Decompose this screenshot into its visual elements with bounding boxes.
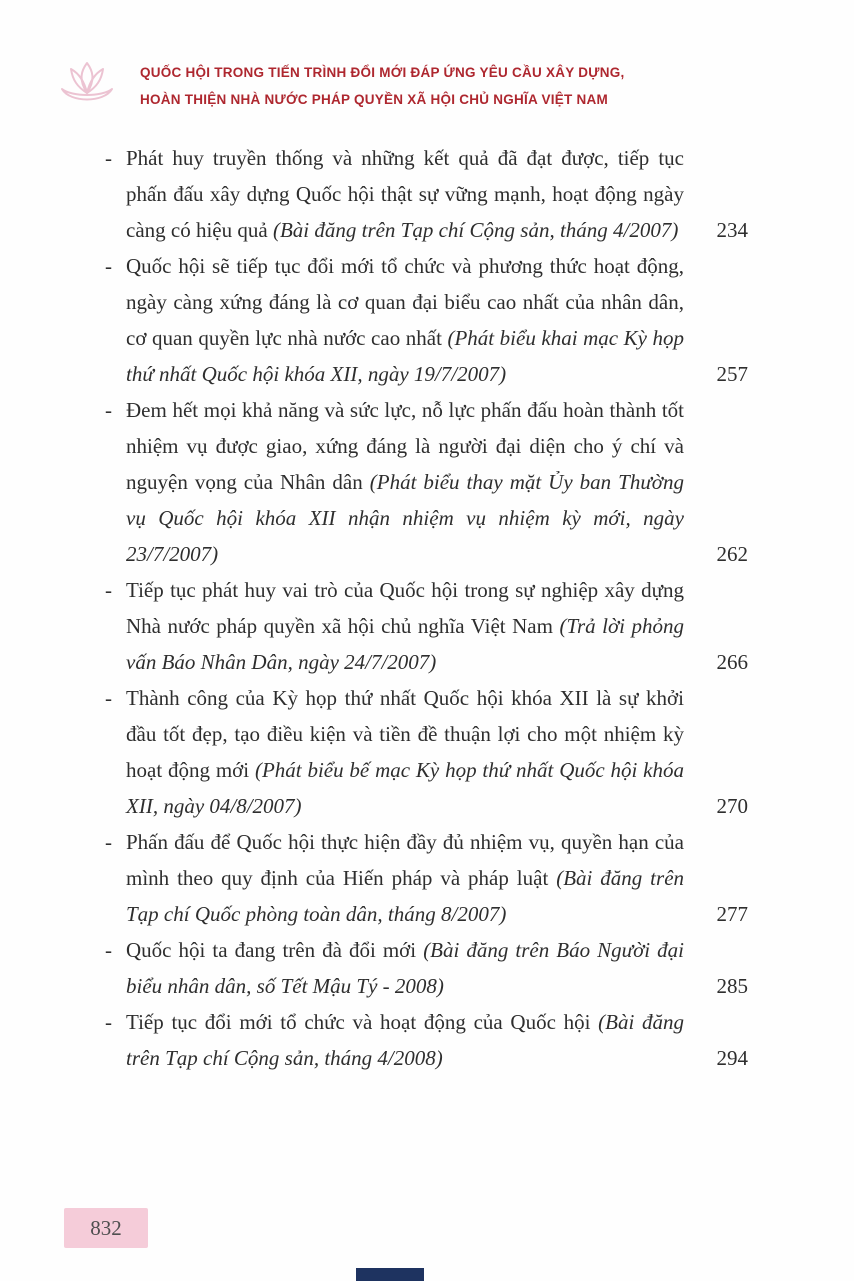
entry-title: Quốc hội ta đang trên đà đổi mới — [126, 938, 417, 962]
entry-source: (Bài đăng trên Tạp chí Cộng sản, tháng 4/2008) — [126, 1010, 685, 1070]
entry-source: (Phát biểu thay mặt Ủy ban Thường vụ Quốc hội khóa XII nhận nhiệm vụ nhiệm kỳ mới, ngày 23/7/2007) — [126, 470, 684, 566]
entry-page-number: 294 — [716, 1046, 748, 1070]
entry-page-number: 277 — [716, 902, 748, 926]
lotus-icon — [56, 58, 118, 114]
toc-entry — [104, 140, 748, 248]
page-header — [0, 0, 854, 114]
entry-source: (Bài đăng trên Tạp chí Cộng sản, tháng 4/2007) — [272, 218, 679, 242]
entry-page-number: 262 — [716, 542, 748, 566]
toc-entry — [104, 1004, 748, 1076]
entry-dash: - — [105, 938, 112, 962]
page-number: 832 — [90, 1215, 122, 1240]
entry-page-number: 270 — [716, 794, 748, 818]
entry-title: Phấn đấu để Quốc hội thực hiện đầy đủ nhiệm vụ, quyền hạn của mình theo quy định của Hiến pháp và pháp luật — [126, 830, 684, 890]
entry-title: Tiếp tục phát huy vai trò của Quốc hội trong sự nghiệp xây dựng Nhà nước pháp quyền xã hội chủ nghĩa Việt Nam — [126, 578, 684, 638]
running-title-line1: QUỐC HỘI TRONG TIẾN TRÌNH ĐỔI MỚI ĐÁP ỨNG YÊU CẦU XÂY DỰNG, — [140, 65, 625, 80]
toc-entry — [104, 824, 748, 932]
entry-title: Phát huy truyền thống và những kết quả đã đạt được, tiếp tục phấn đấu xây dựng Quốc hội thật sự vững mạnh, hoạt động ngày càng có hiệu quả — [126, 146, 684, 242]
page-bottom-mark — [356, 1268, 424, 1281]
entry-dash: - — [105, 254, 112, 278]
entry-title: Thành công của Kỳ họp thứ nhất Quốc hội khóa XII là sự khởi đầu tốt đẹp, tạo điều kiện và tiền đề thuận lợi cho một nhiệm kỳ hoạt động mới — [126, 686, 684, 782]
entry-dash: - — [105, 830, 112, 854]
entry-source: (Phát biểu bế mạc Kỳ họp thứ nhất Quốc hội khóa XII, ngày 04/8/2007) — [126, 758, 685, 818]
entry-dash: - — [105, 578, 112, 602]
entry-title: Quốc hội sẽ tiếp tục đổi mới tổ chức và phương thức hoạt động, ngày càng xứng đáng là cơ quan đại biểu cao nhất của nhân dân, cơ quan quyền lực nhà nước cao nhất — [126, 254, 684, 350]
running-title — [140, 59, 624, 113]
entry-page-number: 285 — [716, 974, 748, 998]
entry-page-number: 234 — [716, 218, 748, 242]
toc-entry — [104, 932, 748, 1004]
page-number-badge — [64, 1208, 148, 1248]
entry-dash: - — [105, 1010, 112, 1034]
entry-source: (Bài đăng trên Tạp chí Quốc phòng toàn dân, tháng 8/2007) — [126, 866, 685, 926]
entry-source: (Trả lời phỏng vấn Báo Nhân Dân, ngày 24/7/2007) — [126, 614, 685, 674]
toc-entry — [104, 392, 748, 572]
entry-title: Đem hết mọi khả năng và sức lực, nỗ lực phấn đấu hoàn thành tốt nhiệm vụ được giao, xứng đáng là người đại diện cho ý chí và nguyện vọng của Nhân dân — [126, 398, 684, 494]
entry-page-number: 266 — [716, 650, 748, 674]
entry-source: (Bài đăng trên Báo Người đại biểu nhân dân, số Tết Mậu Tý - 2008) — [126, 938, 685, 998]
entry-dash: - — [105, 146, 112, 170]
toc-entry — [104, 680, 748, 824]
entry-title: Tiếp tục đổi mới tổ chức và hoạt động của Quốc hội — [126, 1010, 591, 1034]
entry-dash: - — [105, 398, 112, 422]
entry-page-number: 257 — [716, 362, 748, 386]
toc-list — [104, 140, 748, 1076]
toc-entry — [104, 572, 748, 680]
running-title-line2: HOÀN THIỆN NHÀ NƯỚC PHÁP QUYỀN XÃ HỘI CHỦ NGHĨA VIỆT NAM — [140, 92, 608, 107]
entry-dash: - — [105, 686, 112, 710]
entry-source: (Phát biểu khai mạc Kỳ họp thứ nhất Quốc hội khóa XII, ngày 19/7/2007) — [126, 326, 685, 386]
toc-entry — [104, 248, 748, 392]
